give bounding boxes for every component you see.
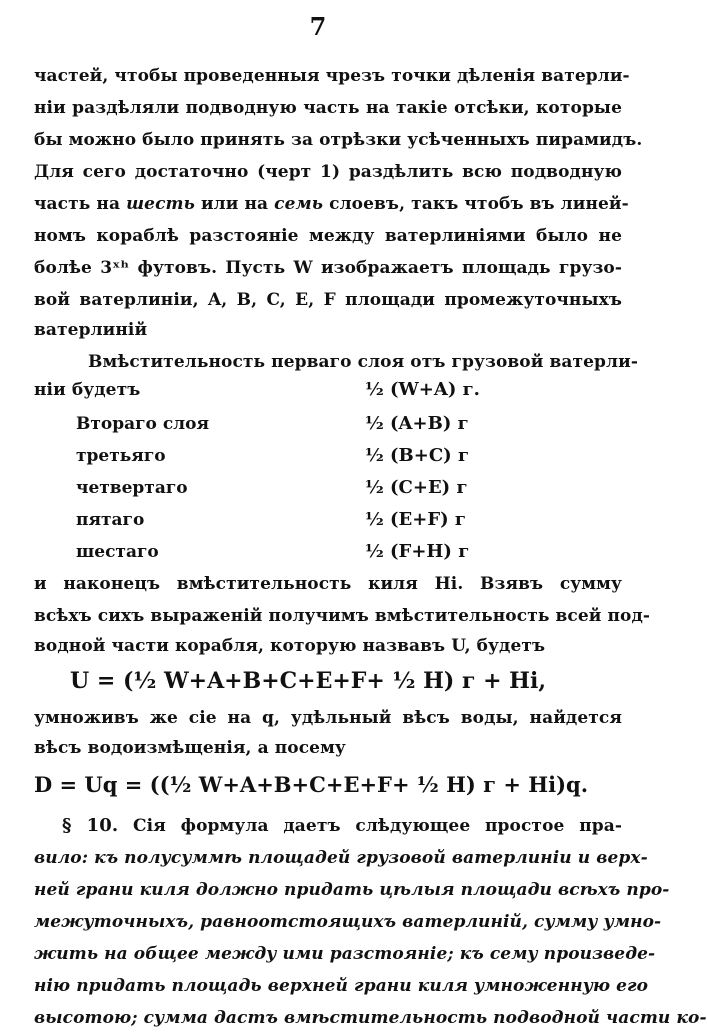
row-label: пятаго bbox=[76, 510, 145, 530]
text-line: и наконецъ вмѣстительность киля Hi. Взявъ сумму bbox=[34, 574, 622, 594]
text-span: часть на bbox=[34, 194, 127, 214]
row-expression: ½ (W+A) г. bbox=[365, 379, 480, 400]
text-line: вой ватерлиніи, A, B, C, E, F площади промежуточныхъ bbox=[34, 290, 622, 310]
formula-u: U = (½ W+A+B+C+E+F+ ½ H) г + Hi, bbox=[70, 668, 546, 694]
text-line: вѣсъ водоизмѣщенія, а посему bbox=[34, 738, 346, 758]
page-number: 7 bbox=[309, 12, 327, 41]
text-line: ніи раздѣляли подводную часть на такіе отсѣки, которые bbox=[34, 98, 622, 118]
italic-word: семь bbox=[274, 194, 324, 214]
row-expression: ½ (B+C) г bbox=[365, 445, 469, 466]
text-line: бы можно было принять за отрѣзки усѣченныхъ пирамидъ. bbox=[34, 130, 643, 150]
text-line: всѣхъ сихъ выраженій получимъ вмѣстительность всей под- bbox=[34, 606, 651, 626]
italic-line: межуточныхъ, равноотстоящихъ ватерлиній, сумму умно- bbox=[34, 912, 662, 932]
row-expression: ½ (F+H) г bbox=[365, 541, 470, 562]
text-line: ватерлиній bbox=[34, 320, 148, 340]
italic-line: вило: къ полусуммѣ площадей грузовой ватерлиніи и верх- bbox=[34, 848, 648, 868]
italic-word: шесть bbox=[126, 194, 195, 214]
row-label: шестаго bbox=[76, 542, 159, 562]
text-line: Вмѣстительность перваго слоя отъ грузовой ватерли- bbox=[88, 352, 638, 372]
row-label: ніи будетъ bbox=[34, 380, 141, 400]
italic-line: жить на общее между ими разстояніе; къ сему произведе- bbox=[34, 944, 656, 964]
text-line: частей, чтобы проведенныя чрезъ точки дѣленія ватерли- bbox=[34, 66, 630, 86]
text-line: водной части корабля, которую назвавъ U, будетъ bbox=[34, 636, 546, 656]
section-line bbox=[62, 814, 622, 838]
formula-d: D = Uq = ((½ W+A+B+C+E+F+ ½ H) г + Hi)q. bbox=[34, 772, 589, 797]
text-line: болѣе 3ˣʰ футовъ. Пусть W изображаетъ площадь грузо- bbox=[34, 258, 622, 278]
italic-line: высотою; сумма дастъ вмѣстительность подводной части ко- bbox=[34, 1008, 707, 1028]
row-expression: ½ (E+F) г bbox=[365, 509, 466, 530]
text-line: Для сего достаточно (черт 1) раздѣлить всю подводную bbox=[34, 162, 622, 182]
text-span: Сія формула даетъ слѣдующее простое пра- bbox=[118, 816, 623, 836]
text-line: умноживъ же сіе на q, удѣльный вѣсъ воды, найдется bbox=[34, 708, 622, 728]
section-mark: § 10. bbox=[62, 815, 119, 836]
text-line bbox=[34, 192, 629, 216]
text-line: номъ кораблѣ разстояніе между ватерлиніями было не bbox=[34, 226, 622, 246]
row-expression: ½ (C+E) г bbox=[365, 477, 468, 498]
row-label: Втораго слоя bbox=[76, 414, 210, 434]
text-span: или на bbox=[194, 194, 275, 214]
row-label: третьяго bbox=[76, 446, 166, 466]
italic-line: нію придать площадь верхней грани киля умноженную его bbox=[34, 976, 649, 996]
italic-line: ней грани киля должно придать цѣлыя площади всѣхъ про- bbox=[34, 880, 670, 900]
row-label: четвертаго bbox=[76, 478, 188, 498]
row-expression: ½ (A+B) г bbox=[365, 413, 469, 434]
text-span: слоевъ, такъ чтобъ въ линей- bbox=[323, 194, 629, 214]
